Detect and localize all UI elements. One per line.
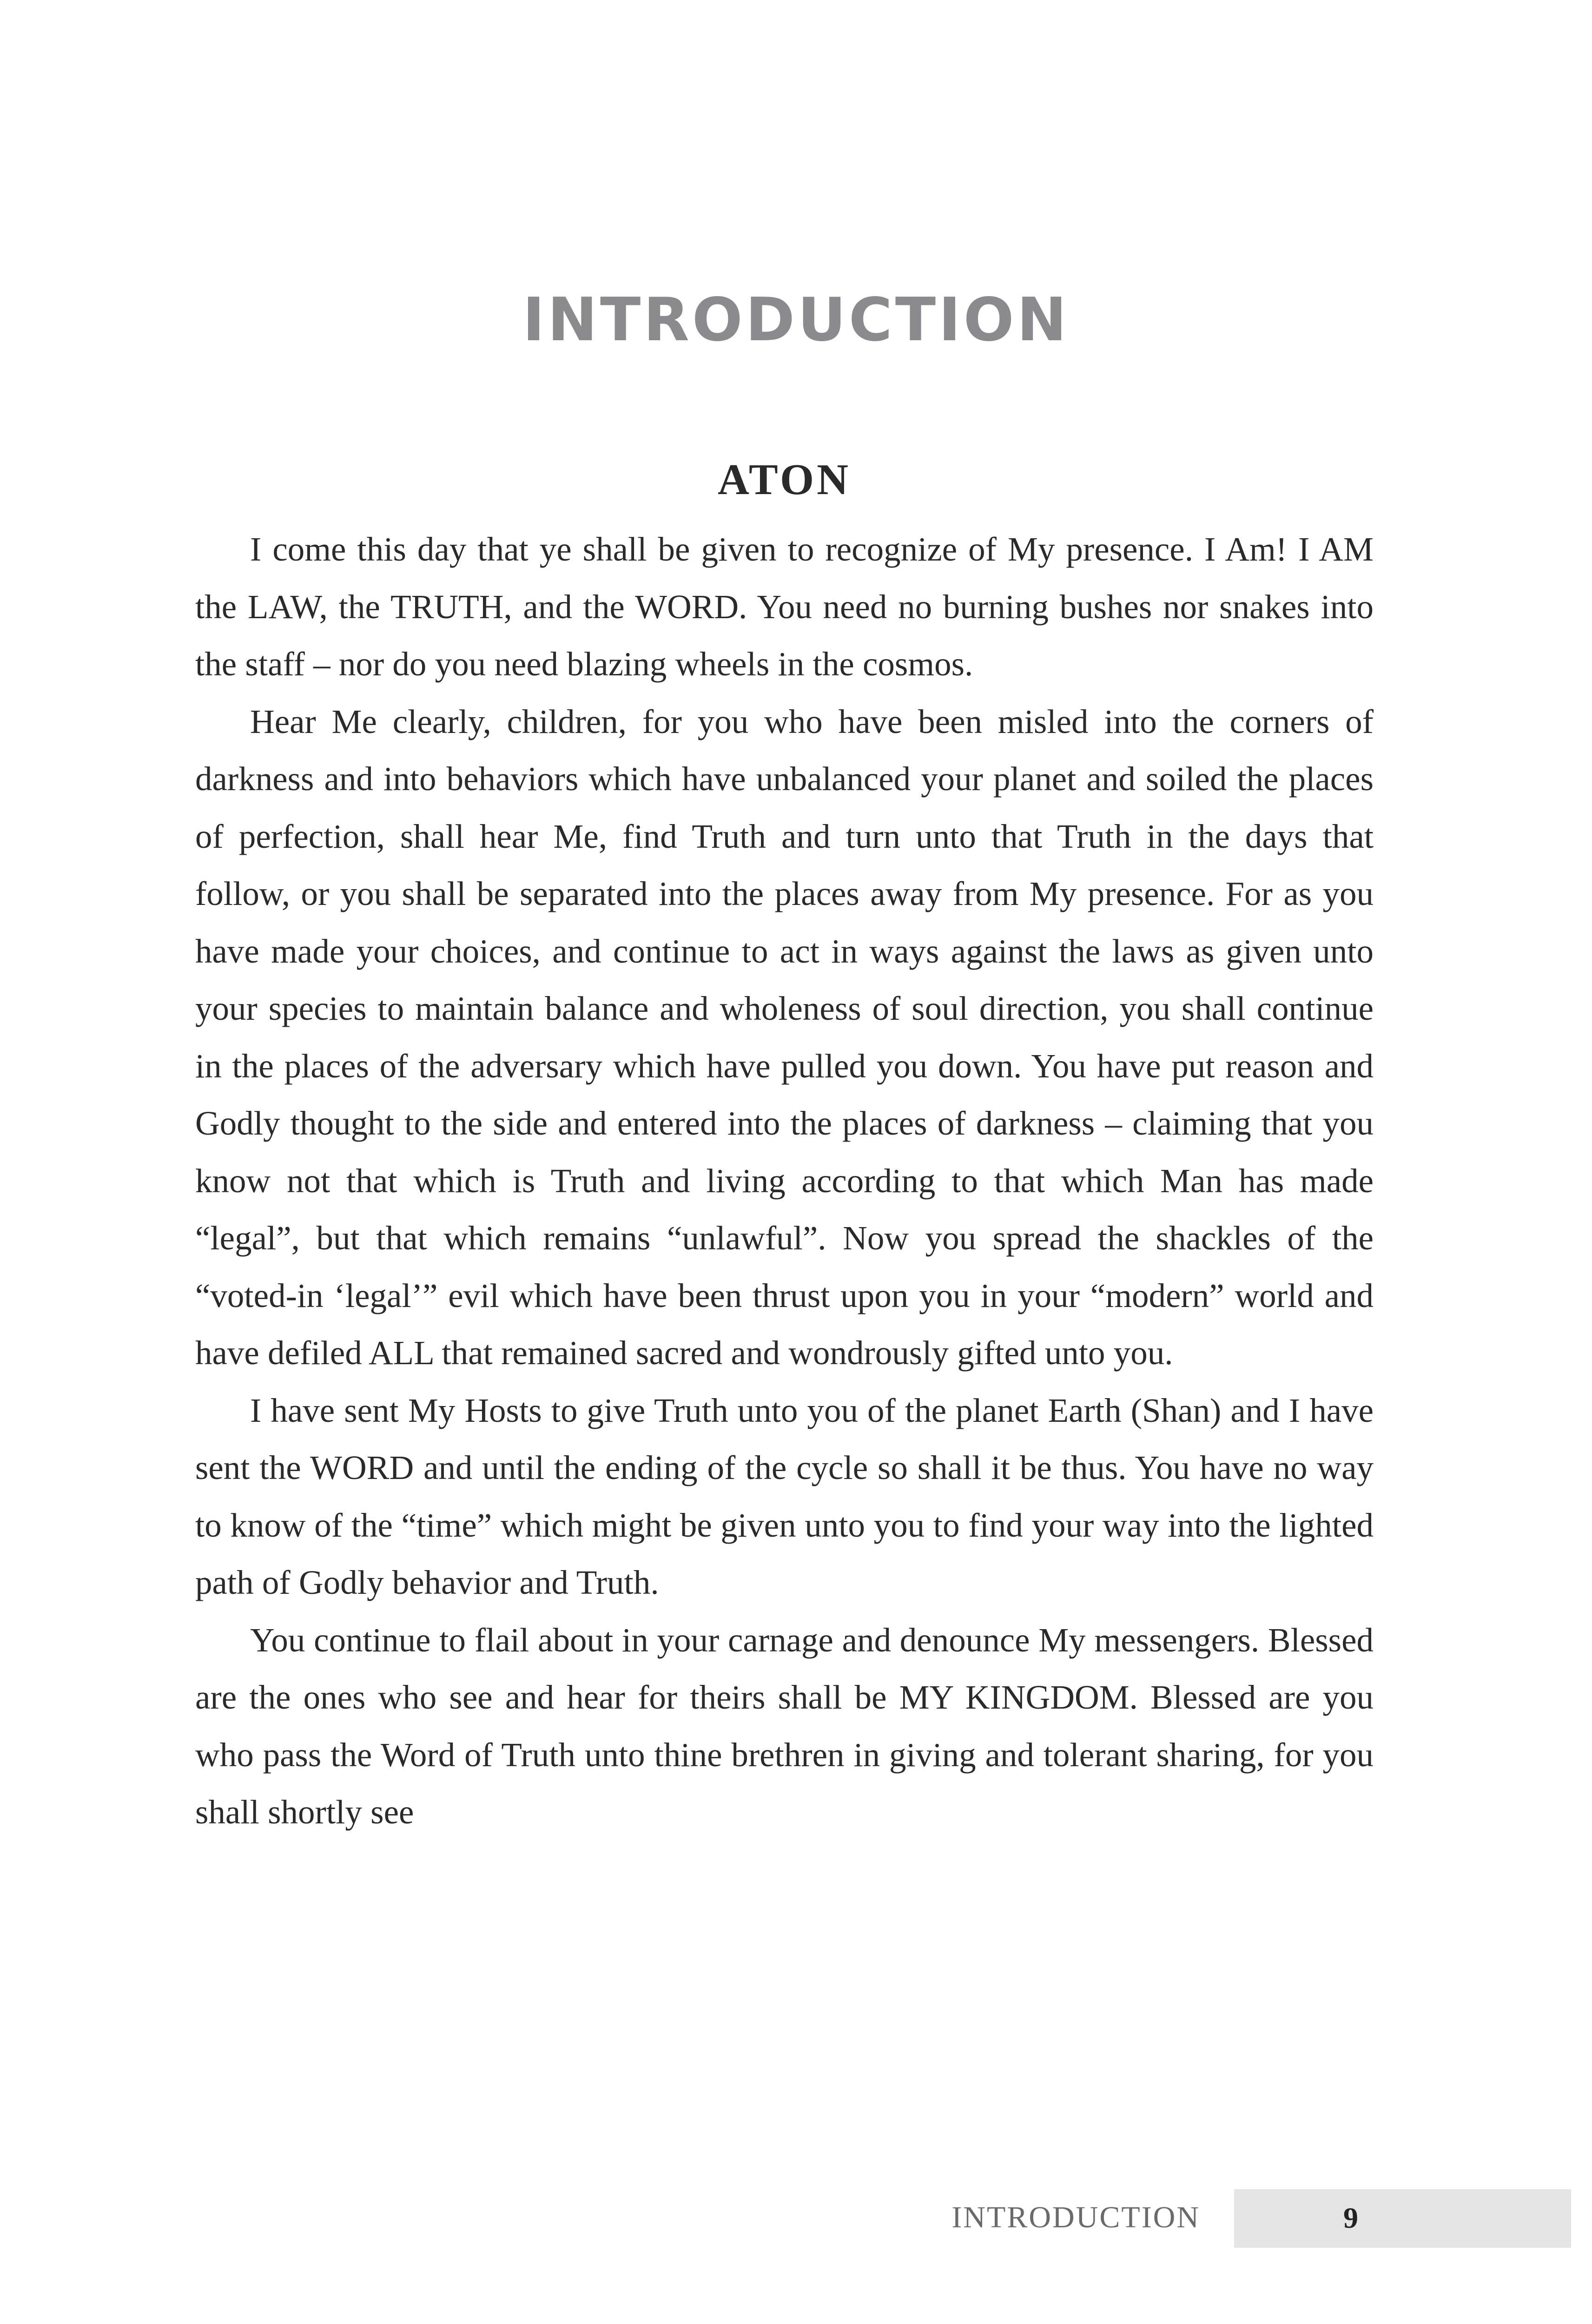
body-text [195, 521, 1374, 1841]
paragraph: You continue to flail about in your carnage and denounce My messengers. Blessed are the ones who see and hear for theirs shall be MY KINGDOM. Blessed are you who pass the Word of Truth unto thine brethren in giving and tolerant sharing, for you shall shortly see [195, 1621, 1374, 1831]
section-title: ATON [718, 456, 851, 504]
running-head-label: INTRODUCTION [951, 2200, 1200, 2234]
page-number-box [1234, 2189, 1571, 2248]
paragraph: Hear Me clearly, children, for you who have been misled into the corners of darkness and into behaviors which have unbalanced your planet and soiled the places of perfection, shall hear Me, find Truth and turn unto that Truth in the days that follow, or you shall be separated into the places away from My presence. For as you have made your choices, and continue to act in ways against the laws as given unto your species to maintain balance and wholeness of soul direction, you shall continue in the places of the adversary which have pulled you down. You have put reason and Godly thought to the side and entered into the places of darkness – claiming that you know not that which is Truth and living according to that which Man has made “legal”, but that which remains “unlawful”. Now you spread the shackles of the “voted-in ‘legal’” evil which have been thrust upon you in your “modern” world and have defiled ALL that remained sacred and wondrously gifted unto you. [195, 702, 1374, 1372]
running-footer [0, 2189, 1592, 2248]
paragraph: I come this day that ye shall be given to recognize of My presence. I Am! I AM the LAW, the TRUTH, and the WORD. You need no burning bushes nor snakes into the staff – nor do you need blazing wheels in the cosmos. [195, 530, 1374, 683]
page-number: 9 [1343, 2201, 1358, 2234]
chapter-title: INTRODUCTION [522, 285, 1070, 355]
paragraph: I have sent My Hosts to give Truth unto you of the planet Earth (Shan) and I have sent the WORD and until the ending of the cycle so shall it be thus. You have no way to know of the “time” which might be given unto you to find your way into the lighted path of Godly behavior and Truth. [195, 1391, 1374, 1601]
